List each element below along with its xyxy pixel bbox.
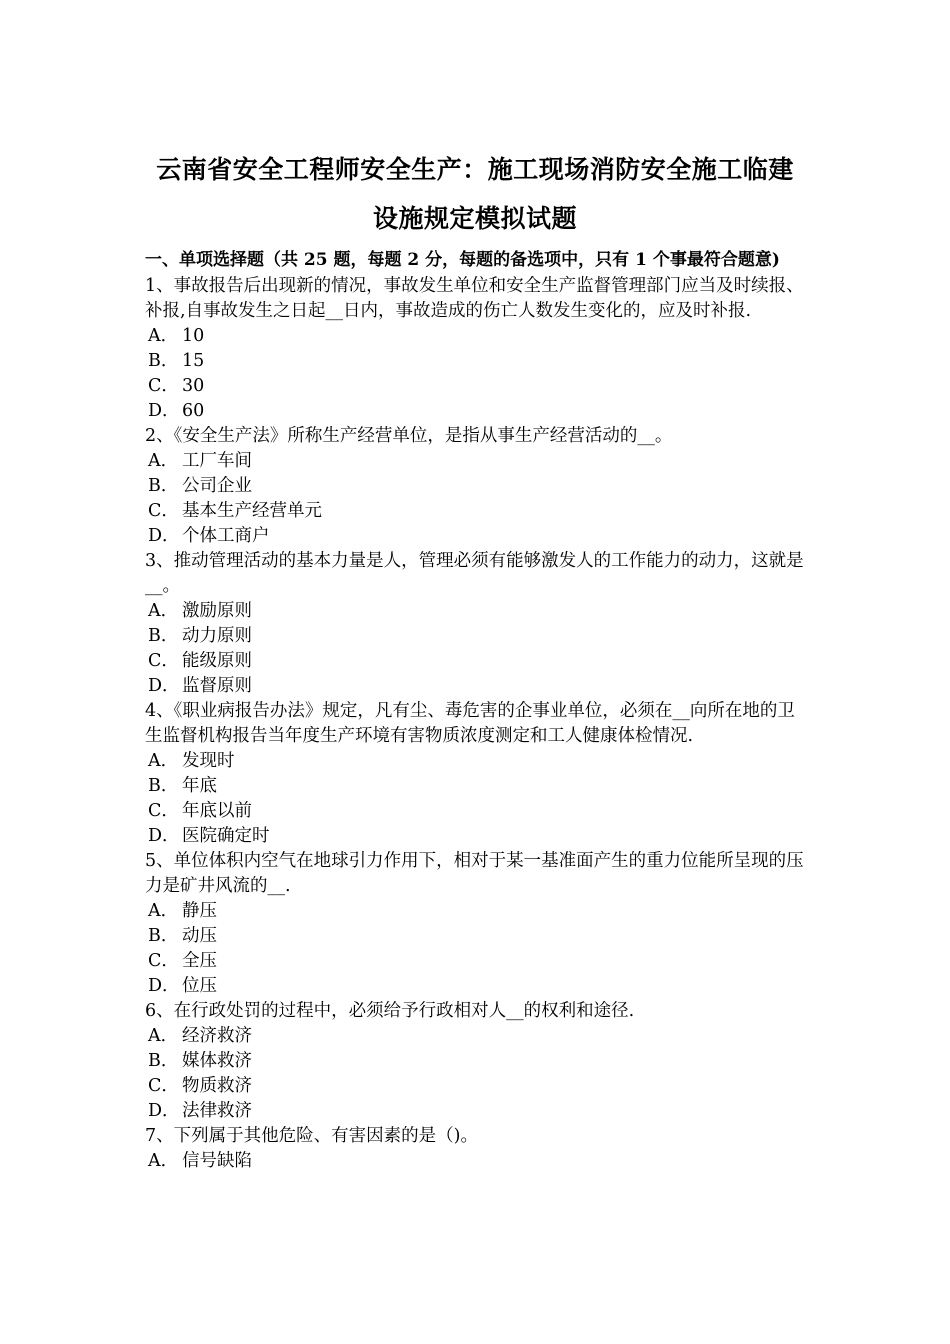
question-text: 7、下列属于其他危险、有害因素的是（)。 — [145, 1126, 478, 1146]
option-letter: B． — [148, 351, 179, 371]
option-item — [145, 774, 810, 799]
option-text: 物质救济 — [182, 1076, 252, 1096]
option-letter: D． — [148, 826, 180, 846]
option-letter: A． — [148, 901, 179, 921]
option-item — [145, 499, 810, 524]
option-text: 动力原则 — [182, 626, 252, 646]
option-item — [145, 324, 810, 349]
question-text: 1、事故报告后出现新的情况，事故发生单位和安全生产监督管理部门应当及时续报、补报,自事故发生之日起__日内，事故造成的伤亡人数发生变化的，应及时补报. — [145, 276, 804, 321]
document-title-line-1: 云南省安全工程师安全生产：施工现场消防安全施工临建 — [156, 155, 794, 184]
option-text: 发现时 — [182, 751, 235, 771]
option-text: 基本生产经营单元 — [182, 501, 322, 521]
option-text: 能级原则 — [182, 651, 252, 671]
option-item — [145, 799, 810, 824]
option-item — [145, 674, 810, 699]
option-text: 15 — [182, 351, 205, 371]
option-text: 激励原则 — [182, 601, 252, 621]
option-item — [145, 824, 810, 849]
option-list — [145, 899, 810, 999]
option-item — [145, 974, 810, 999]
question-block — [145, 699, 810, 849]
question-block — [145, 999, 810, 1124]
option-item — [145, 349, 810, 374]
option-text: 年底以前 — [182, 801, 252, 821]
option-item — [145, 449, 810, 474]
option-text: 媒体救济 — [182, 1051, 252, 1071]
option-letter: D． — [148, 976, 180, 996]
option-text: 个体工商户 — [182, 526, 270, 546]
option-item — [145, 474, 810, 499]
option-text: 医院确定时 — [182, 826, 270, 846]
option-text: 动压 — [182, 926, 217, 946]
option-item — [145, 1049, 810, 1074]
option-item — [145, 749, 810, 774]
option-letter: C． — [148, 801, 179, 821]
option-item — [145, 924, 810, 949]
option-item — [145, 1074, 810, 1099]
option-letter: A． — [148, 326, 179, 346]
option-letter: A． — [148, 451, 179, 471]
option-list — [145, 324, 810, 424]
option-letter: C． — [148, 501, 179, 521]
option-item — [145, 624, 810, 649]
option-letter: C． — [148, 376, 179, 396]
section-heading: 一、单项选择题（共 25 题，每题 2 分，每题的备选项中，只有 1 个事最符合题意) — [145, 250, 780, 270]
option-letter: D． — [148, 1101, 180, 1121]
option-text: 年底 — [182, 776, 217, 796]
option-text: 位压 — [182, 976, 217, 996]
option-text: 经济救济 — [182, 1026, 252, 1046]
option-item — [145, 374, 810, 399]
question-text: 4、《职业病报告办法》规定，凡有尘、毒危害的企事业单位，必须在__向所在地的卫生监督机构报告当年度生产环境有害物质浓度测定和工人健康体检情况. — [145, 701, 795, 746]
question-text: 3、推动管理活动的基本力量是人，管理必须有能够激发人的工作能力的动力，这就是__。 — [145, 551, 804, 596]
option-letter: B． — [148, 1051, 179, 1071]
option-item — [145, 599, 810, 624]
question-block — [145, 1124, 810, 1174]
option-letter: D． — [148, 401, 180, 421]
option-text: 30 — [182, 376, 205, 396]
option-letter: A． — [148, 1026, 179, 1046]
option-letter: C． — [148, 951, 179, 971]
question-text: 5、单位体积内空气在地球引力作用下，相对于某一基准面产生的重力位能所呈现的压力是矿井风流的__. — [145, 851, 804, 896]
document-body — [145, 248, 810, 1174]
option-text: 60 — [182, 401, 205, 421]
option-text: 监督原则 — [182, 676, 252, 696]
option-list — [145, 749, 810, 849]
option-item — [145, 949, 810, 974]
option-letter: B． — [148, 776, 179, 796]
question-block — [145, 424, 810, 549]
option-text: 静压 — [182, 901, 217, 921]
option-text: 工厂车间 — [182, 451, 252, 471]
option-item — [145, 649, 810, 674]
option-item — [145, 1149, 810, 1174]
option-item — [145, 524, 810, 549]
question-text: 2、《安全生产法》所称生产经营单位，是指从事生产经营活动的__。 — [145, 426, 673, 446]
option-text: 公司企业 — [182, 476, 252, 496]
option-letter: B． — [148, 476, 179, 496]
option-item — [145, 399, 810, 424]
option-text: 全压 — [182, 951, 217, 971]
option-item — [145, 1024, 810, 1049]
option-text: 信号缺陷 — [182, 1151, 252, 1171]
option-list — [145, 1149, 810, 1174]
option-text: 10 — [182, 326, 205, 346]
option-text: 法律救济 — [182, 1101, 252, 1121]
option-letter: A． — [148, 1151, 179, 1171]
option-letter: D． — [148, 526, 180, 546]
option-letter: C． — [148, 651, 179, 671]
option-list — [145, 599, 810, 699]
option-list — [145, 449, 810, 549]
option-letter: B． — [148, 926, 179, 946]
question-block — [145, 849, 810, 999]
option-letter: B． — [148, 626, 179, 646]
option-letter: A． — [148, 751, 179, 771]
option-letter: C． — [148, 1076, 179, 1096]
document-title-line-2: 设施规定模拟试题 — [372, 204, 577, 233]
question-block — [145, 549, 810, 699]
question-text: 6、在行政处罚的过程中，必须给予行政相对人__的权利和途径. — [145, 1001, 635, 1021]
option-letter: D． — [148, 676, 180, 696]
option-item — [145, 1099, 810, 1124]
option-list — [145, 1024, 810, 1124]
option-item — [145, 899, 810, 924]
option-letter: A． — [148, 601, 179, 621]
question-block — [145, 274, 810, 424]
